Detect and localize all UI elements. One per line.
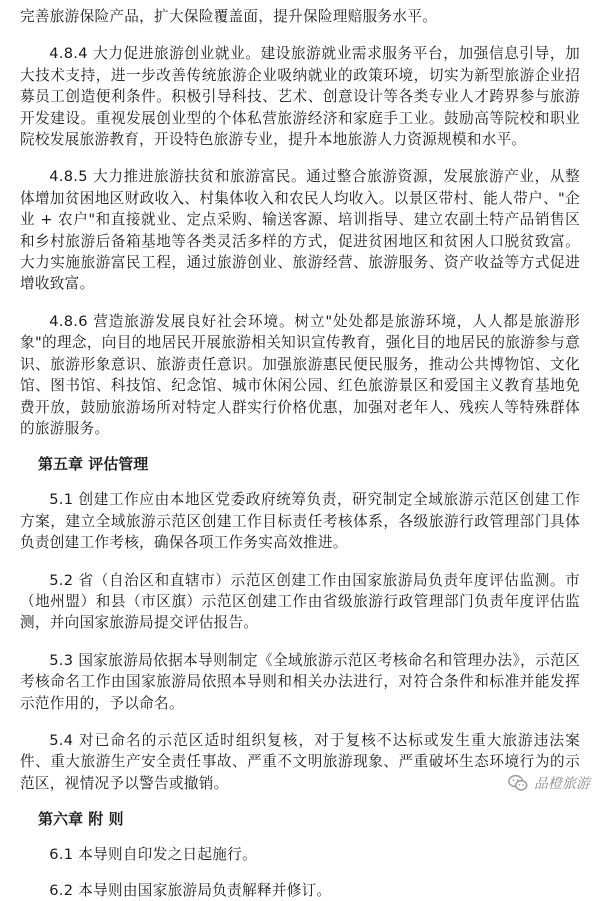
paragraph-6-2: 6.2 本导则由国家旅游局负责解释并修订。 <box>49 881 332 899</box>
paragraph-4-8-4: 4.8.4 大力促进旅游创业就业。建设旅游就业需求服务平台，加强信息引导，加大技术支持，进一步改善传统旅游企业吸纳就业的政策环境，切实为新型旅游企业招募员工创造便利条件。积极引导科技、艺术、创意设计等各类专业人才跨界参与旅游开发建设。重视发展创业型的个体私营旅游经济和家庭手工业。鼓励高等院校和职业院校发展旅游教育，开设特色旅游专业，提升本地旅游人力资源规模和水平。 <box>20 45 580 149</box>
chapter-5-heading: 第五章 评估管理 <box>38 455 149 474</box>
paragraph-continuation: 完善旅游保险产品，扩大保险覆盖面，提升保险理赔服务水平。 <box>20 8 438 25</box>
watermark <box>507 772 590 794</box>
paragraph-4-8-5: 4.8.5 大力推进旅游扶贫和旅游富民。通过整合旅游资源，发展旅游产业，从整体增加贫困地区财政收入、村集体收入和农民人均收入。以景区带村、能人带户、"企业 + 农户"和直接就业、定点采购、输送客源、培训指导、建立农副土特产品销售区和乡村旅游后备箱基地等各类灵活多样的方式，促进贫困地区和贫困人口脱贫致富。大力实施旅游富民工程，通过旅游创业、旅游经营、旅游服务、资产收益等方式促进增收致富。 <box>20 168 580 293</box>
chapter-6-heading: 第六章 附 则 <box>38 810 124 829</box>
wechat-icon <box>507 772 529 794</box>
paragraph-5-1: 5.1 创建工作应由本地区党委政府统筹负责，研究制定全域旅游示范区创建工作方案，建立全域旅游示范区创建工作目标责任考核体系，各级旅游行政管理部门具体负责创建工作考核，确保各项工作务实高效推进。 <box>20 491 580 552</box>
paragraph-6-1: 6.1 本导则自印发之日起施行。 <box>49 846 257 864</box>
paragraph-5-4: 5.4 对已命名的示范区适时组织复核，对于复核不达标或发生重大旅游违法案件、重大旅游生产安全责任事故、严重不文明旅游现象、严重破坏生态环境行为的示范区，视情况予以警告或撤销。 <box>20 731 580 792</box>
watermark-text: 品橙旅游 <box>534 776 590 792</box>
paragraph-4-8-6: 4.8.6 营造旅游发展良好社会环境。树立"处处都是旅游环境，人人都是旅游形象"的理念，向目的地居民开展旅游相关知识宣传教育，强化目的地居民的旅游参与意识、旅游形象意识、旅游责任意识。加强旅游惠民便民服务，推动公共博物馆、文化馆、图书馆、科技馆、纪念馆、城市休闲公园、红色旅游景区和爱国主义教育基地免费开放，鼓励旅游场所对特定人群实行价格优惠，加强对老年人、残疾人等特殊群体的旅游服务。 <box>20 312 580 437</box>
paragraph-5-2: 5.2 省（自治区和直辖市）示范区创建工作由国家旅游局负责年度评估监测。市（地州盟）和县（市区旗）示范区创建工作由省级旅游行政管理部门负责年度评估监测，并向国家旅游局提交评估报告。 <box>20 571 580 632</box>
paragraph-5-3: 5.3 国家旅游局依据本导则制定《全域旅游示范区考核命名和管理办法》，示范区考核命名工作由国家旅游局依照本导则和相关办法进行，对符合条件和标准并能发挥示范作用的，予以命名。 <box>20 651 580 712</box>
